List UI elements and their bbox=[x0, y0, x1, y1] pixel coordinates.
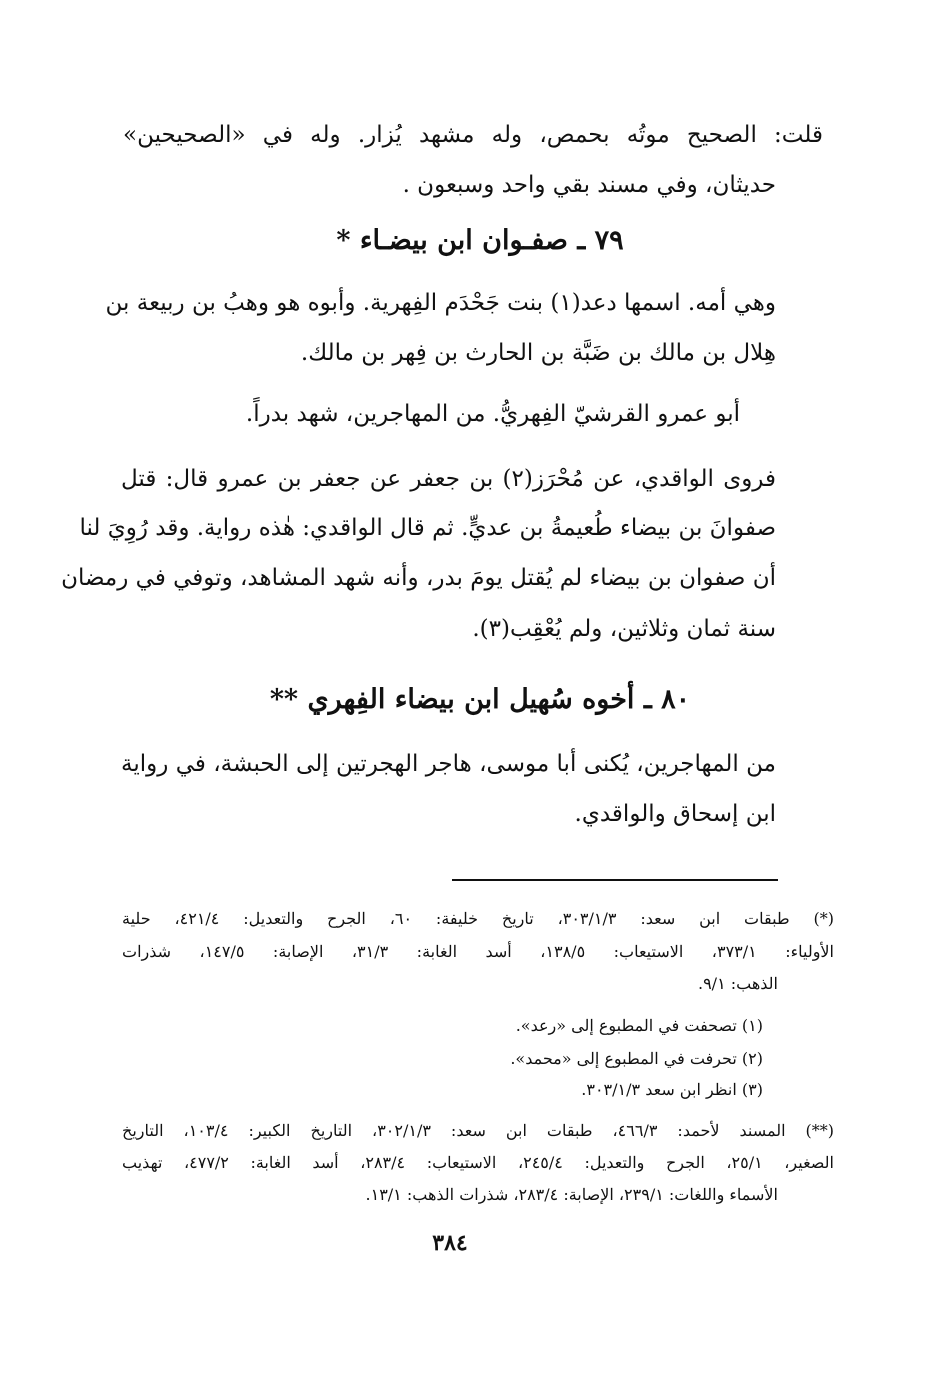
text-line: من المهاجرين، يُكنى أبا موسى، هاجر الهجرتين إلى الحبشة، في رواية bbox=[121, 751, 776, 777]
text-line: حديثان، وفي مسند بقي واحد وسبعون . bbox=[402, 172, 776, 198]
text-line: أن صفوان بن بيضاء لم يُقتل يومَ بدر، وأنه شهد المشاهد، وتوفي في رمضان bbox=[61, 565, 776, 591]
footnote-line: (٣) انظر ابن سعد ٣٠٣/١/٣. bbox=[581, 1080, 763, 1099]
text-line: قلت: الصحيح موتُه بحمص، وله مشهد يُزار. وله في «الصحيحين» bbox=[123, 122, 823, 148]
footnote-line: الأولياء: ٣٧٣/١، الاستيعاب: ١٣٨/٥، أسد الغابة: ٣١/٣، الإصابة: ١٤٧/٥، شذرات bbox=[122, 942, 835, 961]
text-line: فروى الواقدي، عن مُحْرَز(٢) بن جعفر عن جعفر بن عمرو قال: قتل bbox=[121, 466, 776, 492]
footnote-line: الأسماء واللغات: ٢٣٩/١، الإصابة: ٢٨٣/٤، شذرات الذهب: ١٣/١. bbox=[365, 1185, 778, 1204]
text-line: ابن إسحاق والواقدي. bbox=[574, 801, 776, 827]
page-number: ٣٨٤ bbox=[432, 1230, 468, 1256]
text-line: صفوانَ بن بيضاء طُعيمةُ بن عديٍّ. ثم قال الواقدي: هٰذه رواية. وقد رُوِيَ لنا bbox=[79, 515, 776, 541]
section-heading: ٧٩ ـ صفـوان ابن بيضـاء * bbox=[336, 225, 624, 256]
text-line: سنة ثمان وثلاثين، ولم يُعْقِب(٣). bbox=[472, 616, 776, 642]
footnote-line: (**) المسند لأحمد: ٤٦٦/٣، طبقات ابن سعد: ٣٠٢/١/٣، التاريخ الكبير: ١٠٣/٤، التاريخ bbox=[122, 1121, 835, 1140]
text-line: هِلال بن مالك بن ضَبَّة بن الحارث بن فِهر بن مالك. bbox=[300, 340, 776, 366]
footnote-line: (٢) تحرفت في المطبوع إلى «محمد». bbox=[510, 1049, 763, 1068]
footnote-line: الذهب: ٩/١. bbox=[697, 974, 778, 993]
footnote-line: (*) طبقات ابن سعد: ٣٠٣/١/٣، تاريخ خليفة: ٦٠، الجرح والتعديل: ٤٢١/٤، حلية bbox=[122, 909, 834, 928]
footnote-line: (١) تصحفت في المطبوع إلى «رعد». bbox=[515, 1016, 763, 1035]
text-line: أبو عمرو القرشيّ الفِهريُّ. من المهاجرين، شهد بدراً. bbox=[245, 401, 740, 427]
footnote-separator bbox=[452, 879, 778, 881]
text-line: وهي أمه. اسمها دعد(١) بنت جَحْدَم الفِهرية. وأبوه هو وهبُ بن ربيعة بن bbox=[105, 290, 776, 316]
footnote-line: الصغير، ٢٥/١، الجرح والتعديل: ٢٤٥/٤، الاستيعاب: ٢٨٣/٤، أسد الغابة: ٤٧٧/٢، تهذيب bbox=[122, 1153, 834, 1172]
section-heading: ٨٠ ـ أخوه سُهيل ابن بيضاء الفِهري ** bbox=[269, 684, 691, 715]
